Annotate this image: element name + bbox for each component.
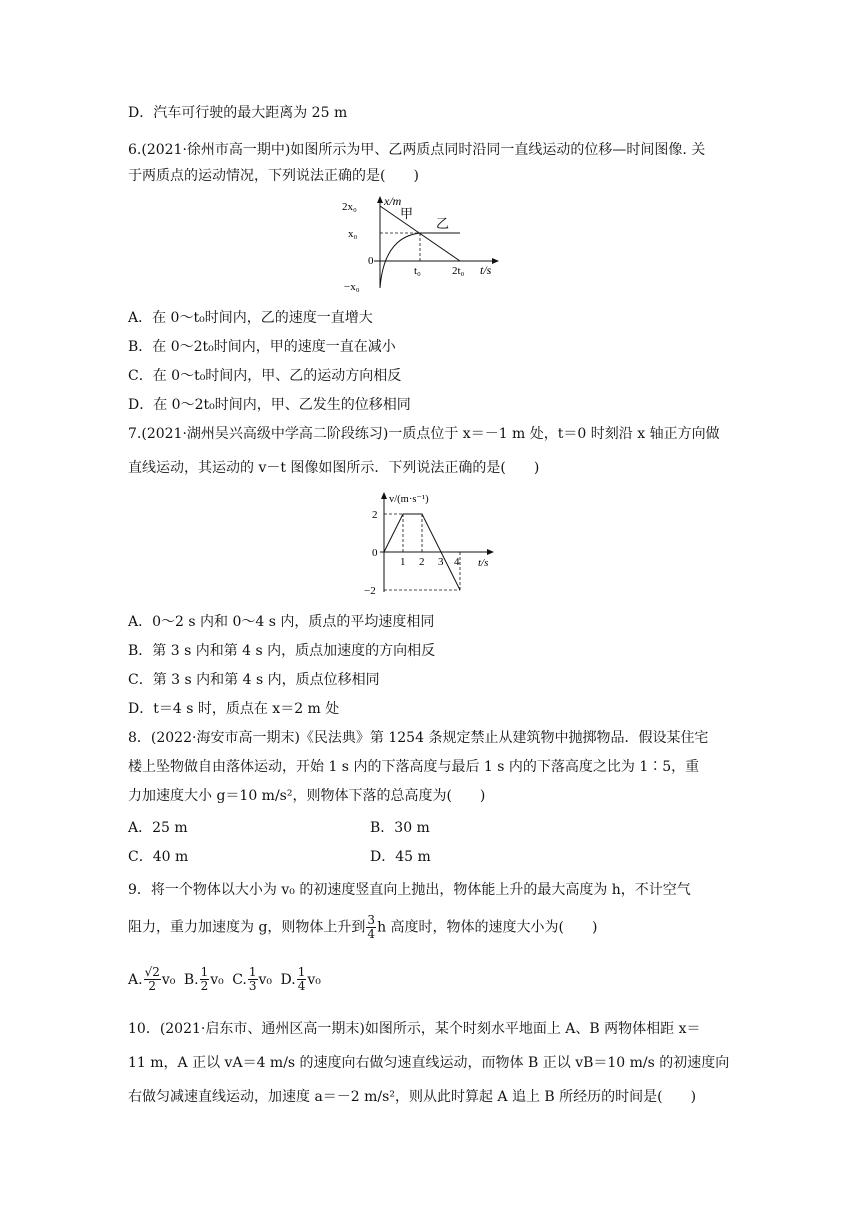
line-q6-option-a: A．在 0～t₀时间内，乙的速度一直增大 xyxy=(128,310,373,326)
figure-vt-graph xyxy=(360,488,510,598)
line-q7-stem-1: 7.(2021·湖州吴兴高级中学高二阶段练习)一质点位于 x＝－1 m 处，t＝0 时刻沿 x 轴正方向做 xyxy=(128,426,720,442)
q9-option-a: A. $\frac{√2}{2}$ v₀ xyxy=(128,965,176,993)
fig1-label-jia: 甲 xyxy=(400,206,414,221)
line-q10-stem-3: 右做匀减速直线运动，加速度 a＝－2 m/s²，则从此时算起 A 追上 B 所经历的时间是( ) xyxy=(128,1089,697,1105)
fig2-ylabel: v/(m·s⁻¹) xyxy=(389,494,429,505)
line-q8-option-d: D．45 m xyxy=(370,849,431,865)
q9-options xyxy=(128,966,321,993)
line-q8-stem-2: 楼上坠物做自由落体运动，开始 1 s 内的下落高度与最后 1 s 内的下落高度之比为 1∶5，重 xyxy=(128,759,700,775)
line-q8-stem-1: 8．(2022·海安市高一期末)《民法典》第 1254 条规定禁止从建筑物中抛掷物品．假设某住宅 xyxy=(128,730,709,746)
fig2-ytick-neg2: −2 xyxy=(364,585,376,597)
line-q10-stem-1: 10．(2021·启东市、通州区高一期末)如图所示，某个时刻水平地面上 A、B 两物体相距 x＝ xyxy=(128,1021,701,1037)
line-q7-option-a: A．0～2 s 内和 0～4 s 内，质点的平均速度相同 xyxy=(128,614,435,630)
q9-option-b: B. $\frac{1}{2}$ v₀ xyxy=(183,965,224,993)
line-q6-stem-2: 于两质点的运动情况，下列说法正确的是( ) xyxy=(128,168,419,184)
fig2-xtick-1: 1 xyxy=(400,556,406,568)
fig2-xtick-2: 2 xyxy=(419,556,425,568)
fraction-three-quarters: $\frac{3}{4}$ xyxy=(367,913,376,941)
fig1-xtick-t0: t₀ xyxy=(414,265,421,277)
fig1-xtick-2t0: 2t₀ xyxy=(452,265,465,277)
line-q6-stem-1: 6.(2021·徐州市高一期中)如图所示为甲、乙两质点同时沿同一直线运动的位移—时间图像. 关 xyxy=(128,142,706,158)
fig2-xlabel: t/s xyxy=(478,557,489,569)
fig2-ytick-2: 2 xyxy=(372,509,378,521)
line-q9-stem-2 xyxy=(128,914,597,941)
fig1-ytick-0: 0 xyxy=(368,255,374,267)
line-q7-option-d: D．t＝4 s 时，质点在 x＝2 m 处 xyxy=(128,701,340,717)
q9-option-c: C. $\frac{1}{3}$ v₀ xyxy=(232,965,273,993)
line-q6-option-d: D．在 0～2t₀时间内，甲、乙发生的位移相同 xyxy=(128,397,411,413)
line-q7-stem-2: 直线运动，其运动的 v－t 图像如图所示．下列说法正确的是( ) xyxy=(128,460,540,476)
line-q7-option-b: B．第 3 s 内和第 4 s 内，质点加速度的方向相反 xyxy=(128,643,436,659)
line-q10-stem-2: 11 m，A 正以 vA＝4 m/s 的速度向右做匀速直线运动，而物体 B 正以 vB＝10 m/s 的初速度向 xyxy=(128,1055,730,1071)
q9-option-d: D. $\frac{1}{4}$ v₀ xyxy=(280,965,321,993)
fig1-xlabel: t/s xyxy=(480,263,492,277)
line-q8-option-c: C．40 m xyxy=(128,849,189,865)
line-q8-option-b: B．30 m xyxy=(370,820,430,836)
fig1-ylabel: x/m xyxy=(384,194,402,208)
line-1: D．汽车可行驶的最大距离为 25 m xyxy=(128,105,348,121)
line-q7-option-c: C．第 3 s 内和第 4 s 内，质点位移相同 xyxy=(128,672,380,688)
line-q6-option-b: B．在 0～2t₀时间内，甲的速度一直在减小 xyxy=(128,339,396,355)
fig1-ytick-2x0: 2x₀ xyxy=(342,201,357,213)
fig2-xtick-4: 4 xyxy=(454,556,460,568)
line-q8-option-a: A．25 m xyxy=(128,820,188,836)
line-q9-stem-1: 9．将一个物体以大小为 v₀ 的初速度竖直向上抛出，物体能上升的最大高度为 h，不计空气 xyxy=(128,882,691,898)
q9-stem-2b: h 高度时，物体的速度大小为( ) xyxy=(377,919,598,936)
figure-xt-graph xyxy=(340,192,510,294)
fig1-ytick-x0: x₀ xyxy=(348,228,358,240)
line-q8-stem-3: 力加速度大小 g＝10 m/s²，则物体下落的总高度为( ) xyxy=(128,788,486,804)
fig1-ytick-neg-x0: −x₀ xyxy=(344,281,360,293)
q9-stem-2a: 阻力，重力加速度为 g，则物体上升到 xyxy=(128,919,366,936)
line-q6-option-c: C．在 0～t₀时间内，甲、乙的运动方向相反 xyxy=(128,368,402,384)
fig2-xtick-3: 3 xyxy=(438,556,444,568)
fig1-label-yi: 乙 xyxy=(436,216,450,231)
fig2-ytick-0: 0 xyxy=(372,547,378,559)
